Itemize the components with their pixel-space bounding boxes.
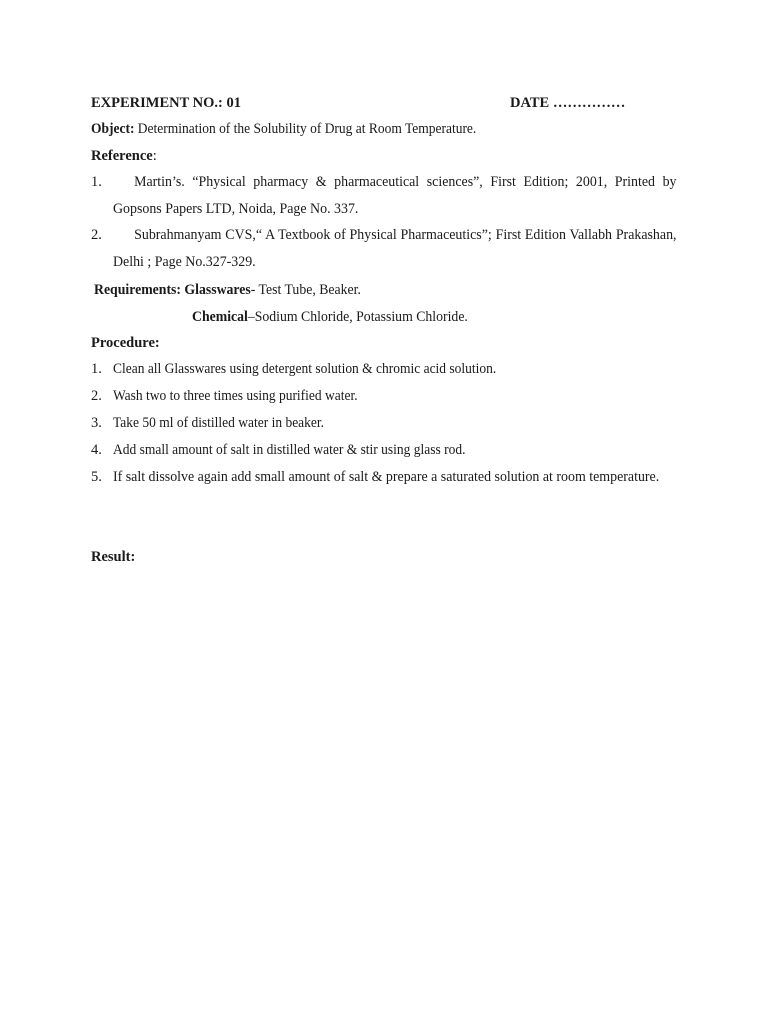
object-label: Object: (91, 121, 135, 137)
procedure-step-text: If salt dissolve again add small amount of salt & prepare a saturated solution at room temperature. (113, 469, 660, 485)
document-page (91, 0, 677, 1024)
procedure-step-number: 1. (91, 361, 102, 377)
experiment-number: EXPERIMENT NO.: 01 (91, 95, 241, 111)
requirements-chemical (192, 308, 482, 326)
reference-item-number: 2. (91, 227, 102, 243)
glasswares-text: - Test Tube, Beaker. (250, 282, 361, 298)
result-heading (91, 548, 135, 566)
chemical-label: Chemical (192, 309, 248, 325)
procedure-label: Procedure: (91, 335, 160, 351)
reference-colon: : (152, 148, 157, 164)
reference-item-text: Subrahmanyam CVS,“ A Textbook of Physical Pharmaceutics”; First Edition Vallabh Prakashan, Delhi ; Page No.327-329. (113, 227, 677, 270)
procedure-step-content: Wash two to three times using purified water. (113, 388, 358, 404)
reference-item-text: Martin’s. “Physical pharmacy & pharmaceutical sciences”, First Edition; 2001, Printed by Gopsons Papers LTD, Noida, Page No. 337. (113, 174, 677, 217)
reference-heading (91, 147, 157, 165)
procedure-heading (91, 334, 160, 352)
procedure-step-content: Take 50 ml of distilled water in beaker. (113, 415, 325, 431)
experiment-date: DATE …………… (510, 95, 626, 111)
object-text: Determination of the Solubility of Drug at Room Temperature. (137, 121, 477, 137)
procedure-step-number: 3. (91, 415, 102, 431)
procedure-step-text (113, 383, 677, 410)
procedure-step-text (113, 410, 677, 437)
procedure-step-number: 4. (91, 442, 102, 458)
object-line (91, 120, 505, 138)
procedure-step-content: Add small amount of salt in distilled water & stir using glass rod. (113, 442, 466, 458)
procedure-step-text (113, 437, 677, 464)
result-label: Result: (91, 549, 136, 565)
procedure-step-number: 2. (91, 388, 102, 404)
requirements-glasswares (94, 281, 375, 299)
reference-item-number: 1. (91, 174, 102, 190)
procedure-step-content: Clean all Glasswares using detergent solution & chromic acid solution. (113, 361, 497, 377)
glasswares-label: Glasswares (184, 282, 251, 298)
requirements-label: Requirements: (94, 282, 181, 298)
procedure-step-number: 5. (91, 469, 102, 485)
chemical-text: –Sodium Chloride, Potassium Chloride. (247, 309, 468, 325)
reference-label: Reference (91, 148, 153, 164)
procedure-step-text (113, 356, 677, 383)
